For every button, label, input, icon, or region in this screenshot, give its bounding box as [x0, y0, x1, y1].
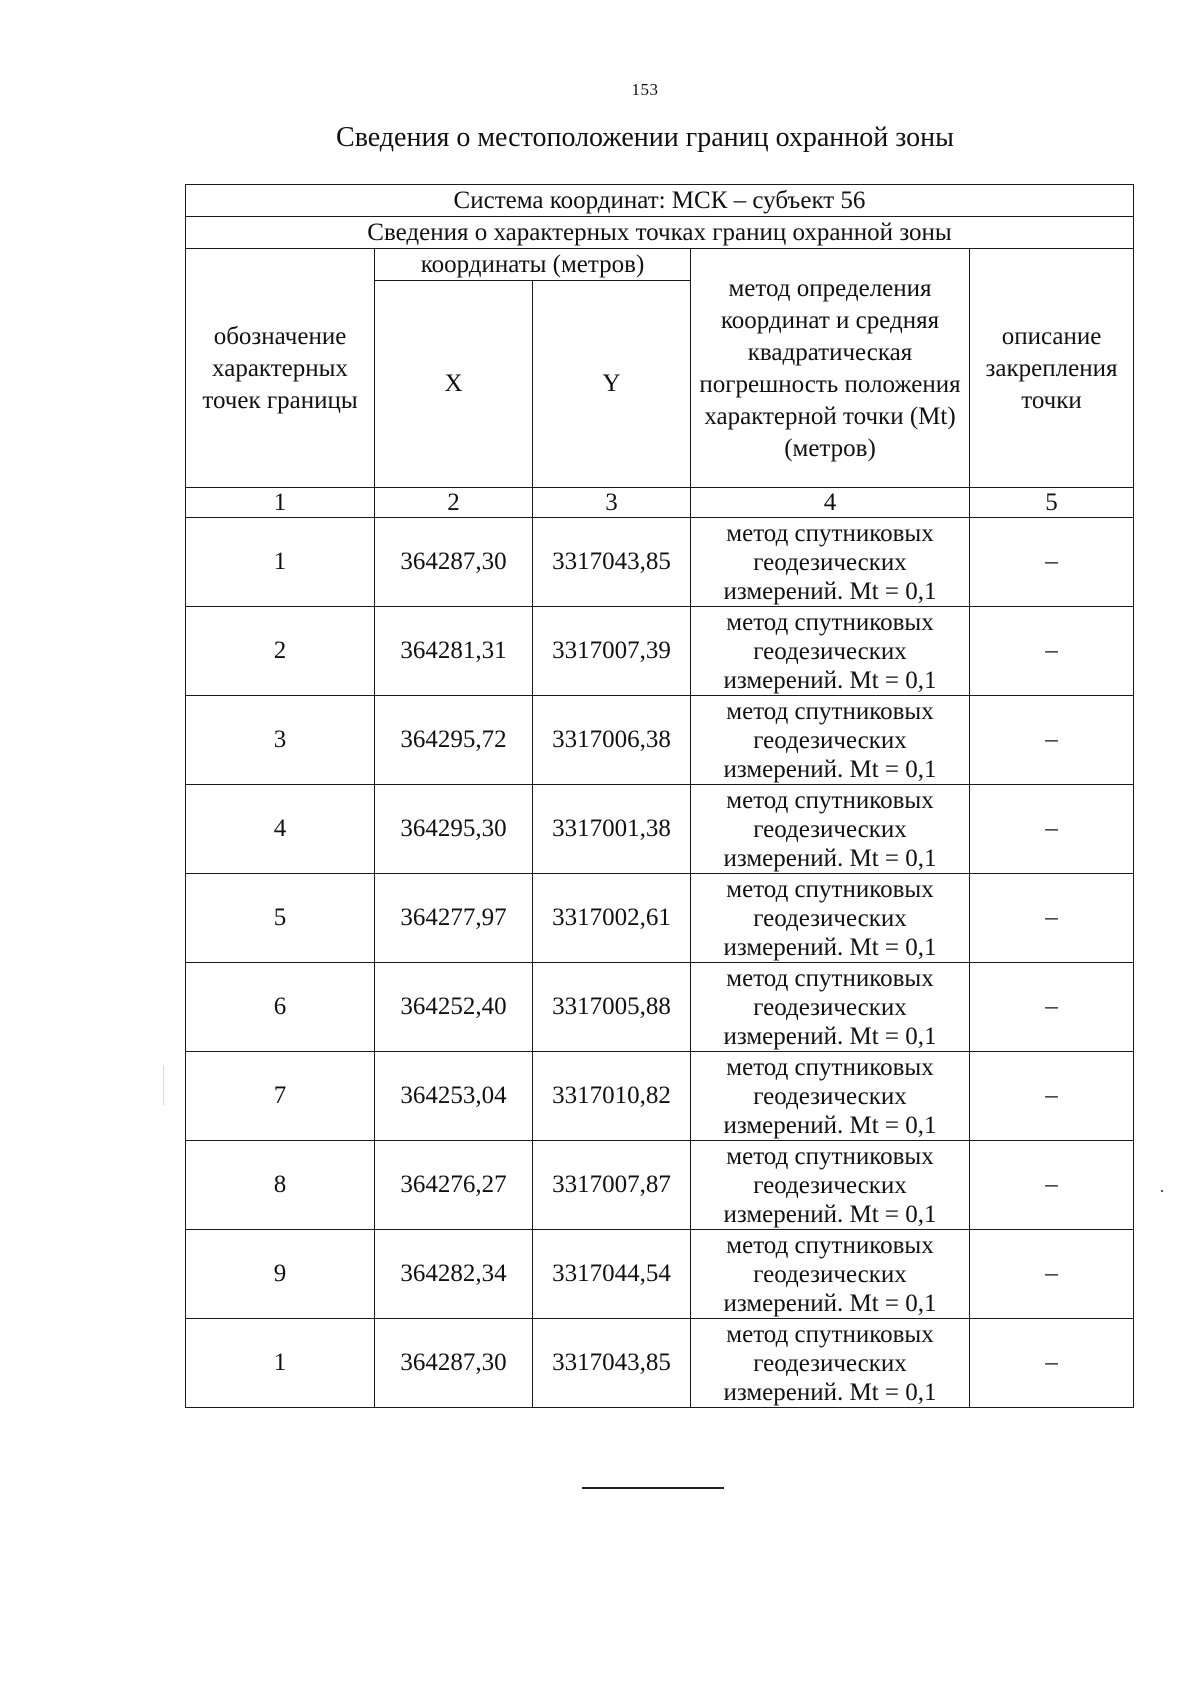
section-heading-cell: Сведения о характерных точках границ охранной зоны [186, 217, 1134, 249]
table-row [186, 963, 1134, 1052]
method-cell: метод спутниковых геодезических измерений. Mt = 0,1 [691, 1319, 970, 1408]
y-coordinate-cell: 3317044,54 [533, 1230, 691, 1319]
coordinate-system-cell: Система координат: МСК – субъект 56 [186, 185, 1134, 217]
description-cell: – [970, 1141, 1134, 1230]
scan-speck [1161, 1190, 1163, 1192]
x-coordinate-cell: 364281,31 [375, 607, 533, 696]
header-designation-text: обозначение характерных точек границы [202, 323, 358, 414]
header-y: Y [533, 281, 691, 488]
description-cell: – [970, 963, 1134, 1052]
description-cell: – [970, 607, 1134, 696]
method-cell: метод спутниковых геодезических измерений. Mt = 0,1 [691, 1052, 970, 1141]
point-number-cell: 5 [186, 874, 375, 963]
y-coordinate-cell: 3317043,85 [533, 1319, 691, 1408]
x-coordinate-cell: 364287,30 [375, 1319, 533, 1408]
scan-fold-mark [163, 1065, 164, 1105]
y-coordinate-cell: 3317007,39 [533, 607, 691, 696]
table-row [186, 1052, 1134, 1141]
x-coordinate-cell: 364277,97 [375, 874, 533, 963]
table-row [186, 607, 1134, 696]
table-row [186, 518, 1134, 607]
coordinate-system-row [186, 185, 1134, 217]
y-coordinate-cell: 3317005,88 [533, 963, 691, 1052]
table-row [186, 1141, 1134, 1230]
method-cell: метод спутниковых геодезических измерений. Mt = 0,1 [691, 963, 970, 1052]
point-number-cell: 7 [186, 1052, 375, 1141]
section-heading-row [186, 217, 1134, 249]
x-coordinate-cell: 364253,04 [375, 1052, 533, 1141]
method-cell: метод спутниковых геодезических измерений. Mt = 0,1 [691, 607, 970, 696]
x-coordinate-cell: 364287,30 [375, 518, 533, 607]
point-number-cell: 9 [186, 1230, 375, 1319]
x-coordinate-cell: 364276,27 [375, 1141, 533, 1230]
description-cell: – [970, 1052, 1134, 1141]
header-description-text: описание закрепления точки [985, 323, 1118, 414]
point-number-cell: 3 [186, 696, 375, 785]
column-number: 3 [533, 488, 691, 518]
table-row [186, 874, 1134, 963]
header-designation [186, 249, 375, 488]
point-number-cell: 2 [186, 607, 375, 696]
description-cell: – [970, 696, 1134, 785]
table-row [186, 1230, 1134, 1319]
table-row [186, 1319, 1134, 1408]
method-cell: метод спутниковых геодезических измерений. Mt = 0,1 [691, 518, 970, 607]
column-number: 4 [691, 488, 970, 518]
y-coordinate-cell: 3317006,38 [533, 696, 691, 785]
description-cell: – [970, 874, 1134, 963]
header-row [186, 249, 1134, 281]
method-cell: метод спутниковых геодезических измерений. Mt = 0,1 [691, 696, 970, 785]
x-coordinate-cell: 364295,72 [375, 696, 533, 785]
point-number-cell: 1 [186, 518, 375, 607]
end-divider-line [582, 1487, 724, 1489]
boundary-points-table [185, 184, 1134, 1408]
column-numbers-row [186, 488, 1134, 518]
header-method-text: метод определения координат и средняя квадратическая погрешность положения характерной точки (Mt) (метров) [699, 275, 961, 462]
point-number-cell: 6 [186, 963, 375, 1052]
page-number: 153 [631, 80, 659, 99]
header-x: X [375, 281, 533, 488]
description-cell: – [970, 1319, 1134, 1408]
header-coordinates: координаты (метров) [375, 249, 691, 281]
y-coordinate-cell: 3317002,61 [533, 874, 691, 963]
header-description [970, 249, 1134, 488]
document-title: Сведения о местоположении границ охранной зоны [336, 122, 954, 153]
y-coordinate-cell: 3317043,85 [533, 518, 691, 607]
column-number: 1 [186, 488, 375, 518]
y-coordinate-cell: 3317010,82 [533, 1052, 691, 1141]
table-row [186, 785, 1134, 874]
point-number-cell: 4 [186, 785, 375, 874]
table-row [186, 696, 1134, 785]
point-number-cell: 1 [186, 1319, 375, 1408]
method-cell: метод спутниковых геодезических измерений. Mt = 0,1 [691, 1230, 970, 1319]
x-coordinate-cell: 364252,40 [375, 963, 533, 1052]
method-cell: метод спутниковых геодезических измерений. Mt = 0,1 [691, 1141, 970, 1230]
x-coordinate-cell: 364295,30 [375, 785, 533, 874]
point-number-cell: 8 [186, 1141, 375, 1230]
description-cell: – [970, 518, 1134, 607]
description-cell: – [970, 785, 1134, 874]
header-method [691, 249, 970, 488]
column-number: 5 [970, 488, 1134, 518]
x-coordinate-cell: 364282,34 [375, 1230, 533, 1319]
y-coordinate-cell: 3317001,38 [533, 785, 691, 874]
y-coordinate-cell: 3317007,87 [533, 1141, 691, 1230]
description-cell: – [970, 1230, 1134, 1319]
column-number: 2 [375, 488, 533, 518]
method-cell: метод спутниковых геодезических измерений. Mt = 0,1 [691, 874, 970, 963]
method-cell: метод спутниковых геодезических измерений. Mt = 0,1 [691, 785, 970, 874]
